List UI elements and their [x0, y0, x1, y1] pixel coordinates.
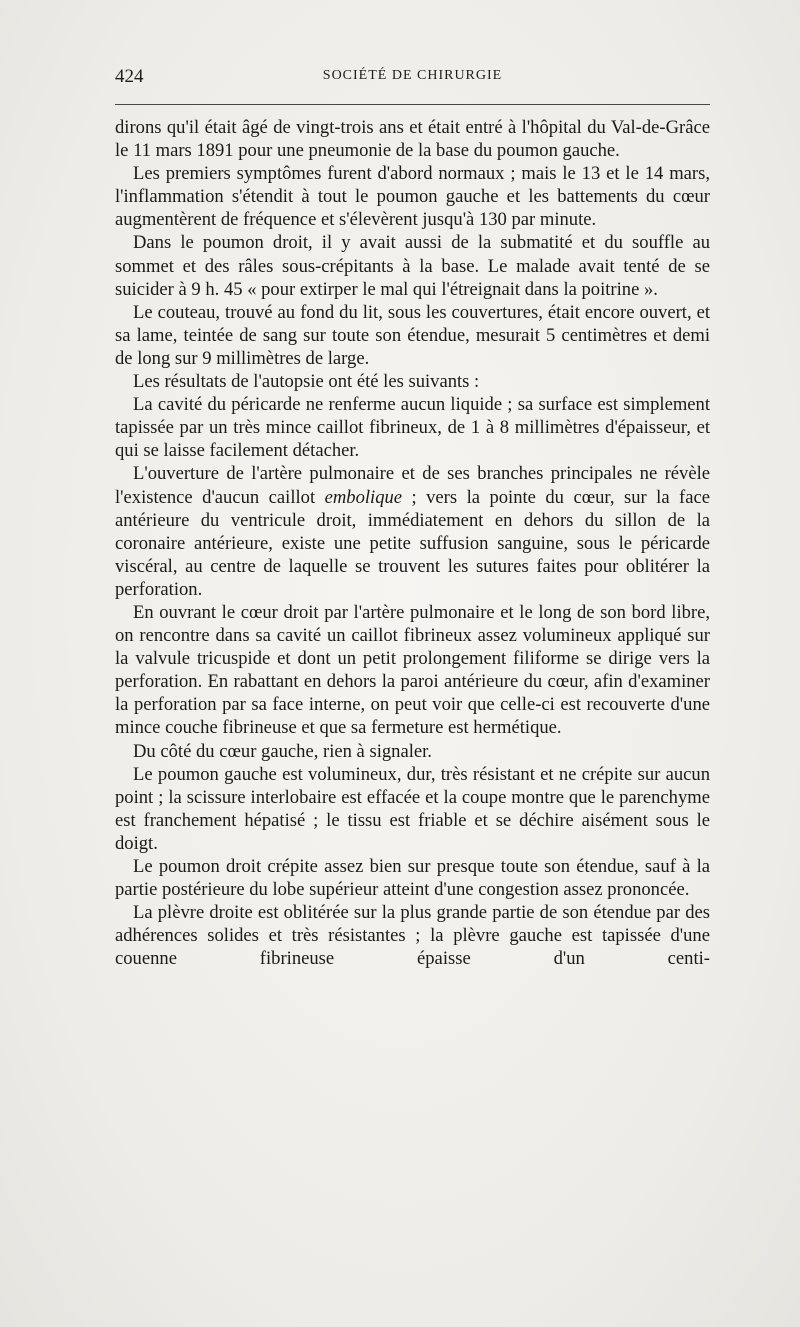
paragraph-text: ; vers la pointe du cœur, sur la face antérieure du ventricule droit, immédiatement en dehors du sillon de la coronaire antérieure, existe une petite suffusion sanguine, sous le péricarde viscéral, au centre de laquelle se trouvent les sutures faites pour oblitérer la perforation.: [115, 486, 710, 600]
paragraph-text: L'ouverture de l'artère pulmonaire et de ses branches principales ne révèle l'existence d'aucun caillot: [115, 463, 710, 508]
paragraph: Les résultats de l'autopsie ont été les suivants :: [133, 371, 480, 393]
running-title: SOCIÉTÉ DE CHIRURGIE: [322, 68, 503, 83]
body-text: [115, 116, 710, 970]
paragraph: Le poumon gauche est volumineux, dur, très résistant et ne crépite sur aucun point ; la scissure interlobaire est effacée et la coupe montre que le parenchyme est franchement hépatisé ; le tissu est friable et se déchire aisément sous le doigt.: [115, 763, 710, 854]
page-number: 424: [115, 66, 144, 87]
paragraph: [115, 462, 710, 601]
paragraph: En ouvrant le cœur droit par l'artère pulmonaire et le long de son bord libre, on rencontre dans sa cavité un caillot fibrineux assez volumineux appliqué sur la valvule tricuspide et dont un petit prolongement filiforme se dirige vers la perforation. En rabattant en dehors la paroi antérieure du cœur, afin d'examiner la perforation par sa face interne, on peut voir que celle-ci est recouverte d'une mince couche fibrineuse et que sa fermeture est hermétique.: [115, 601, 710, 739]
paragraph: Dans le poumon droit, il y avait aussi de la submatité et du souffle au sommet et des râles sous-crépitants à la base. Le malade avait tenté de se suicider à 9 h. 45 « pour extirper le mal qui l'étreignait dans la poitrine ».: [115, 232, 710, 300]
paragraph: La cavité du péricarde ne renferme aucun liquide ; sa surface est simplement tapissée par un très mince caillot fibrineux, de 1 à 8 millimètres d'épaisseur, et qui se laisse facilement détacher.: [115, 394, 710, 462]
header-rule: [115, 104, 710, 105]
paragraph: La plèvre droite est oblitérée sur la plus grande partie de son étendue par des adhérences solides et très résistantes ; la plèvre gauche est tapissée d'une couenne fibrineuse épaisse d'un centi-: [115, 902, 710, 970]
page-header: [115, 64, 710, 94]
paragraph: Du côté du cœur gauche, rien à signaler.: [133, 740, 432, 762]
paragraph: Le poumon droit crépite assez bien sur presque toute son étendue, sauf à la partie postérieure du lobe supérieur atteint d'une congestion assez prononcée.: [115, 856, 710, 901]
paragraph: Le couteau, trouvé au fond du lit, sous les couvertures, était encore ouvert, et sa lame, teintée de sang sur toute son étendue, mesurait 5 centimètres et demi de long sur 9 millimètres de large.: [115, 301, 710, 369]
paragraph: dirons qu'il était âgé de vingt-trois ans et était entré à l'hôpital du Val-de-Grâce le 11 mars 1891 pour une pneumonie de la base du poumon gauche.: [115, 117, 710, 162]
paragraph: Les premiers symptômes furent d'abord normaux ; mais le 13 et le 14 mars, l'inflammation s'étendit à tout le poumon gauche et les battements du cœur augmentèrent de fréquence et s'élevèrent jusqu'à 130 par minute.: [115, 163, 710, 231]
italic-term: embolique: [324, 486, 403, 508]
